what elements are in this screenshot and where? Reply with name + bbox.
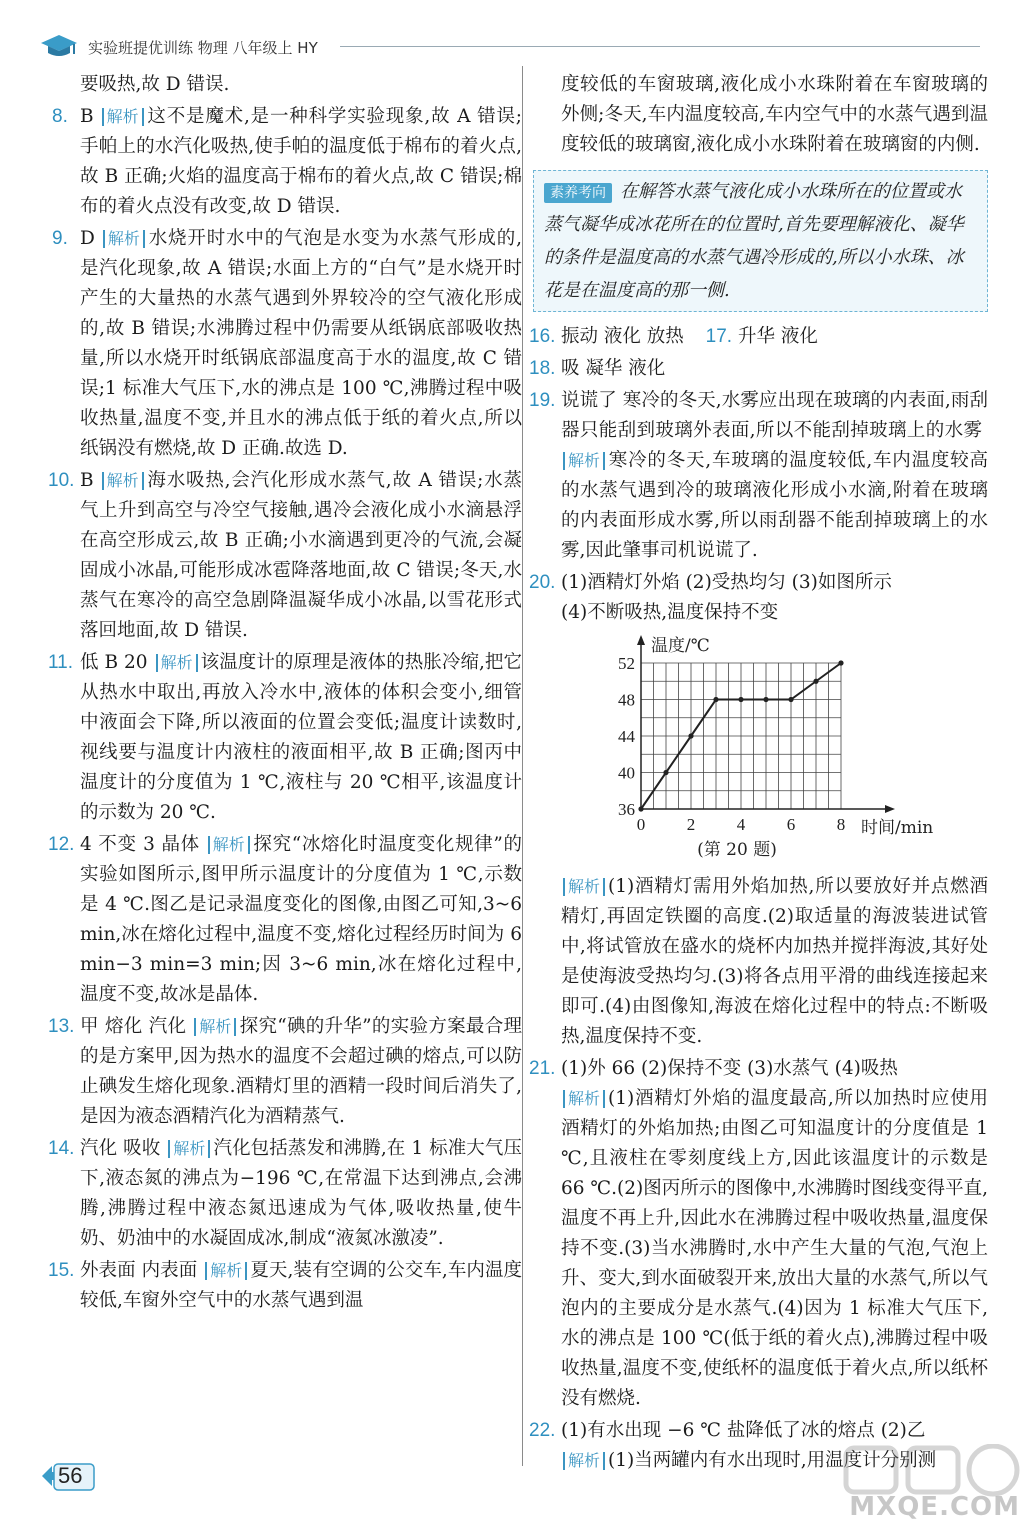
- chart-caption: (第 20 题): [697, 840, 777, 860]
- answer-item-10: [48, 466, 522, 646]
- analysis-tag: 解析: [103, 230, 145, 248]
- chart-y-axis-label: 温度/℃: [651, 636, 710, 656]
- answer-key: 甲 熔化 汽化: [80, 1016, 187, 1037]
- watermark-text: MXQE.COM: [849, 1492, 1020, 1522]
- answer-key: B: [80, 106, 94, 127]
- analysis-text: 海水吸热,会汽化形成水蒸气,故 A 错误;水蒸气上升到高空与冷空气接触,遇冷会液化成小水滴悬浮在高空形成云,故 B 正确;小水滴遇到更冷的气流,会凝固成小冰晶,可能形成冰雹降落地面,故 C 错误;冬天,水蒸气在寒冷的高空急剧降温凝华成小冰晶,以雪花形式落回地面,故 D 错误.: [80, 470, 522, 641]
- analysis-tag: 解析: [156, 654, 198, 672]
- chart-data-point: [688, 733, 693, 738]
- analysis-tag: 解析: [102, 108, 144, 126]
- chart-y-tick-label: 44: [618, 727, 635, 746]
- literacy-tip-text: 在解答水蒸气液化成小水珠所在的位置或水蒸气凝华成冰花所在的位置时,首先要理解液化、凝华的条件是温度高的水蒸气遇冷形成的,所以小水珠、冰花是在温度高的那一侧.: [544, 181, 964, 301]
- page-number: 56: [58, 1463, 83, 1488]
- chart-data-point: [838, 660, 843, 665]
- analysis-text: 寒冷的冬天,车玻璃的温度较低,车内温度较高的水蒸气遇到冷的玻璃液化形成小水滴,附着在玻璃的内表面形成水雾,所以雨刮器不能刮掉玻璃上的水雾,因此肇事司机说谎了.: [561, 450, 988, 561]
- question-number: 12.: [48, 834, 75, 855]
- graduation-cap-icon: [40, 32, 78, 60]
- answer-item-21: [529, 1054, 988, 1414]
- answer-key: 低 B 20: [80, 652, 148, 673]
- question-number: 19.: [529, 390, 556, 411]
- answer-text: 要吸热,故 D 错误.: [80, 74, 230, 95]
- answer-item-18: [529, 354, 988, 384]
- question-number: 13.: [48, 1016, 75, 1037]
- answer-key: (4)不断吸热,温度保持不变: [561, 602, 779, 623]
- answer-item-19: [529, 386, 988, 566]
- question-number: 18.: [529, 358, 556, 379]
- analysis-tag: 解析: [563, 452, 605, 470]
- chart-data-point: [788, 697, 793, 702]
- answer-item-15-tail: [533, 70, 988, 160]
- chart-x-axis-arrow: [885, 805, 895, 813]
- answer-key: 振动 液化 放热: [561, 326, 684, 347]
- chart-data-point: [738, 697, 743, 702]
- analysis-tag: 解析: [102, 472, 144, 490]
- chart-data-point: [638, 806, 643, 811]
- answer-item-7-tail: [52, 70, 522, 100]
- chart-y-axis-arrow: [637, 635, 645, 645]
- question-number: 11.: [48, 652, 74, 673]
- answer-item-13: [48, 1012, 523, 1132]
- analysis-text: 这不是魔术,是一种科学实验现象,故 A 错误;手帕上的水汽化吸热,使手帕的温度低于棉布的着火点,故 B 正确;火焰的温度高于棉布的着火点,故 C 错误;棉布的着火点没有改变,故 D 错误.: [80, 106, 522, 217]
- chart-y-tick-label: 40: [618, 763, 635, 783]
- question-number: 10.: [48, 470, 75, 491]
- answer-item-16-17: [529, 322, 988, 352]
- answer-key: (1)酒精灯外焰 (2)受热均匀 (3)如图所示: [561, 572, 892, 593]
- analysis-text: 探究“冰熔化时温度变化规律”的实验如图所示,图甲所示温度计的分度值为 1 ℃,示数是 4 ℃.图乙是记录温度变化的图像,由图乙可知,3~6 min,冰在熔化过程中,温度不变,熔化过程经历时间为 6 min−3 min=3 min;因 3~6 min,冰在熔化过程中,温度不变,故冰是晶体.: [80, 834, 522, 1005]
- chart-x-tick-label: 8: [836, 815, 846, 834]
- question-number: 8.: [52, 106, 68, 127]
- answer-item-11: [48, 648, 522, 828]
- answer-text: 度较低的车窗玻璃,液化成小水珠附着在车窗玻璃的外侧;冬天,车内温度较高,车内空气中的水蒸气遇到温度较低的玻璃窗,液化成小水珠附着在玻璃窗的内侧.: [561, 74, 988, 155]
- analysis-text: 夏天,装有空调的公交车,车内温度较低,车窗外空气中的水蒸气遇到温: [80, 1260, 522, 1311]
- chart-x-tick-label: 2: [686, 815, 696, 834]
- answer-key: 吸 凝华 液化: [561, 358, 666, 379]
- chart-data-point: [763, 697, 768, 702]
- chart-x-tick-label: 6: [786, 815, 796, 834]
- chart-container: [533, 634, 988, 866]
- analysis-text: 该温度计的原理是液体的热胀冷缩,把它从热水中取出,再放入冷水中,液体的体积会变小,细管中液面会下降,所以液面的位置会变低;温度计读数时,视线要与温度计内液柱的液面相平,故 B 正确;图丙中温度计的分度值为 1 ℃,液柱与 20 ℃相平,该温度计的示数为 20 ℃.: [80, 652, 522, 823]
- answer-key: B: [80, 470, 94, 491]
- temperature-time-chart: [533, 634, 988, 866]
- left-column: [48, 70, 523, 1318]
- analysis-text: (1)酒精灯需用外焰加热,所以要放好并点燃酒精灯,再固定铁圈的高度.(2)取适量的海波装进试管中,将试管放在盛水的烧杯内加热并搅拌海波,其好处是使海波受热均匀.(3)将各点用平滑的曲线连接起来即可.(4)由图像知,海波在熔化过程中的特点:不断吸热,温度保持不变.: [561, 876, 988, 1047]
- answer-item-12: [48, 830, 522, 1010]
- analysis-tag: 解析: [208, 836, 250, 854]
- question-number: 22.: [529, 1420, 556, 1441]
- analysis-text: 水烧开时水中的气泡是水变为水蒸气形成的,是汽化现象,故 A 错误;水面上方的“白气”是水烧开时产生的大量热的水蒸气遇到外界较冷的空气液化形成的,故 B 错误;水沸腾过程中仍需要从纸锅底部吸收热量,所以水烧开时纸锅底部温度高于水的温度,故 C 错误;1 标准大气压下,水的沸点是 100 ℃,沸腾过程中吸收热量,温度不变,并且水的沸点低于纸的着火点,所以纸锅没有燃烧,故 D 正确.故选 D.: [80, 228, 522, 459]
- analysis-text: (1)当两罐内有水出现时,用温度计分别测: [608, 1450, 937, 1471]
- analysis-tag: 解析: [563, 1090, 605, 1108]
- chart-y-tick-label: 48: [618, 690, 635, 710]
- analysis-tag: 解析: [563, 1452, 605, 1470]
- answer-key: (1)有水出现 −6 ℃ 盐降低了冰的熔点 (2)乙: [561, 1420, 926, 1441]
- header-title: 实验班提优训练 物理 八年级上 HY: [88, 39, 318, 57]
- chart-data-point: [813, 679, 818, 684]
- question-number: 16.: [529, 326, 556, 347]
- answer-item-15: [48, 1256, 522, 1316]
- answer-key: 4 不变 3 晶体: [80, 834, 200, 855]
- analysis-text: 探究“碘的升华”的实验方案最合理的是方案甲,因为热水的温度不会超过碘的熔点,可以防止碘发生熔化现象.酒精灯里的酒精一段时间后消失了,是因为液态酒精汽化为酒精蒸气.: [80, 1016, 523, 1127]
- answer-item-14: [48, 1134, 522, 1254]
- analysis-text: (1)酒精灯外焰的温度最高,所以加热时应使用酒精灯的外焰加热;由图乙可知温度计的分度值是 1 ℃,且液柱在零刻度线上方,因此该温度计的示数是 66 ℃.(2)图丙所示的图像中,水沸腾时图线变得平直,温度不再上升,因此水在沸腾过程中吸收热量,温度保持不变.(3)当水沸腾时,水中产生大量的气泡,气泡上升、变大,到水面破裂开来,放出大量的水蒸气,所以气泡内的主要成分是水蒸气.(4)因为 1 标准大气压下,水的沸点是 100 ℃(低于纸的着火点),沸腾过程中吸收热量,温度不变,使纸杯的温度低于着火点,所以纸杯没有燃烧.: [561, 1088, 988, 1409]
- header-rule: [340, 46, 980, 47]
- answer-key: 外表面 内表面: [80, 1260, 198, 1281]
- literacy-tip-box: [533, 170, 988, 312]
- chart-x-tick-label: 0: [636, 815, 646, 834]
- answer-item-20-analysis: [533, 872, 988, 1052]
- chart-x-tick-label: 4: [736, 815, 746, 834]
- answer-key: 汽化 吸收: [80, 1138, 161, 1159]
- answer-item-8: [52, 102, 522, 222]
- analysis-tag: 解析: [205, 1262, 247, 1280]
- answer-item-9: [52, 224, 522, 464]
- page-header: [40, 30, 980, 64]
- answer-key: 升华 液化: [737, 326, 818, 347]
- analysis-tag: 解析: [194, 1018, 236, 1036]
- right-column: [529, 70, 988, 1478]
- chart-x-axis-label: 时间/min: [861, 818, 934, 838]
- question-number: 21.: [529, 1058, 556, 1079]
- analysis-tag: 解析: [563, 878, 605, 896]
- question-number: 15.: [48, 1260, 75, 1281]
- question-number: 14.: [48, 1138, 75, 1159]
- literacy-tip-tag: 素养考向: [544, 183, 612, 203]
- question-number: 17.: [705, 326, 733, 347]
- analysis-text: 汽化包括蒸发和沸腾,在 1 标准大气压下,液态氮的沸点为−196 ℃,在常温下达到沸点,会沸腾,沸腾过程中液态氮迅速成为气体,吸收热量,使牛奶、奶油中的水凝固成冰,制成“液氮冰激凌”.: [80, 1138, 522, 1249]
- chart-data-point: [663, 770, 668, 775]
- chart-y-tick-label: 52: [618, 654, 635, 673]
- answer-key: D: [80, 228, 95, 249]
- answer-item-20: [529, 568, 988, 628]
- analysis-tag: 解析: [168, 1140, 210, 1158]
- question-number: 9.: [52, 228, 68, 249]
- question-number: 20.: [529, 572, 556, 593]
- answer-key: 说谎了 寒冷的冬天,水雾应出现在玻璃的内表面,雨刮器只能刮到玻璃外表面,所以不能刮掉玻璃上的水雾: [561, 390, 988, 441]
- answer-key: (1)外 66 (2)保持不变 (3)水蒸气 (4)吸热: [561, 1058, 898, 1079]
- column-divider: [522, 66, 523, 1466]
- chart-y-tick-label: 36: [618, 800, 635, 819]
- chart-data-point: [713, 697, 718, 702]
